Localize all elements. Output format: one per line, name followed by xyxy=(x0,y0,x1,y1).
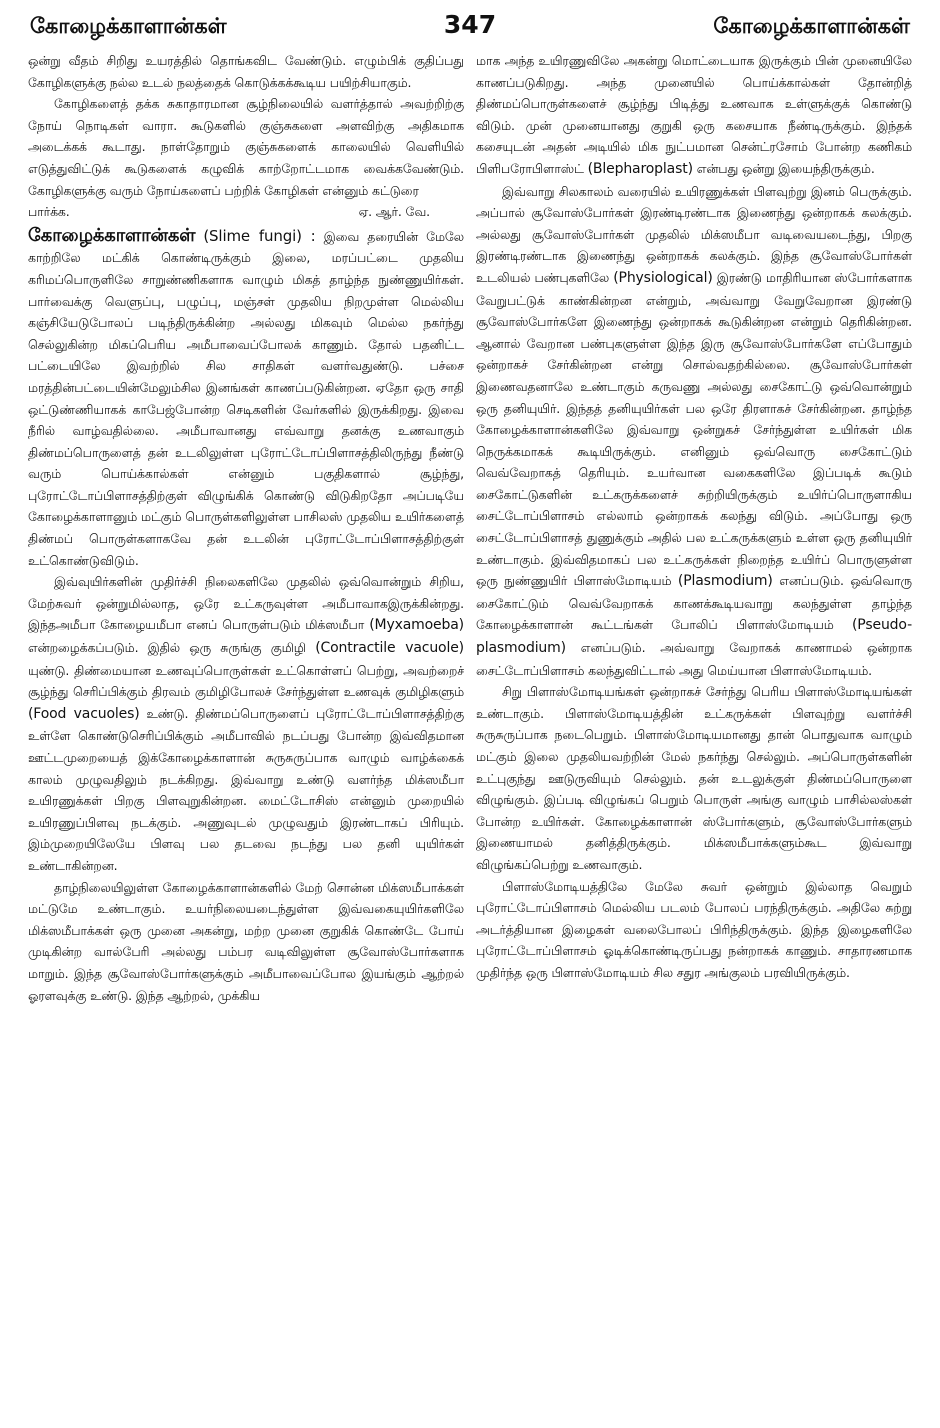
text-run: இரண்டு மாதிரியான ஸ்போர்களாக வேறுபட்டுக் காண்கின்றன என்றும், அவ்வாறு வேறுவேறான இரண்டு சூவோஸ்போர்களே இணைந்து ஒன்றாகக் கூடுகின்றன என்றும் தெரிகின்றன. ஆனால் வேறான பண்புகளுள்ள இந்த இரு சூவோஸ்போர்களே எப்போதும் ஒன்றாகச் சேர்கின்றன என்று சொல்வதற்கில்லை. சூவோஸ்போர்கள் இணைவதனாலே உண்டாகும் கருவணு அல்லது சைகோட்டு ஒவ்வொன்றும் ஒரு தனியுயிர். இந்தத் தனியுயிர்கள் பல ஒரே திரளாகச் சேர்கின்றன. தாழ்ந்த கோழைக்காளான்களிலே இவ்வாறு ஒன்றுகச் சேர்ந்துள்ள உயிர்கள் மிக நெருக்கமாகக் கூடியிருக்கும். எனினும் ஒவ்வொரு சைகோட்டும் வெவ்வேறாகத் தெரியும். உயர்வான வகைகளிலே இப்படிக் கூடும் சைகோட்டுகளின் உட்கருக்களைச் சுற்றியிருக்கும் உயிர்ப்பொருளாகிய சைட்டோப்பிளாசம் எல்லாம் ஒன்றாகக் கலந்து விடும். அப்போது ஒரு சைட்டோப்பிளாசத் துணுக்கும் அதில் பல உட்கருக்களும் உள்ள ஒரு தனியுயிர் உண்டாகும். இவ்விதமாகப் பல உட்கருக்கள் நிறைந்த உயிர்ப் பொருளுள்ள ஒரு நுண்ணுயிர் பிளாஸ்மோடியம் xyxy=(476,269,912,589)
left-column xyxy=(28,50,464,1006)
entry-heading: கோழைக்காளான்கள் xyxy=(28,224,196,246)
latin-term-physiological: (Physiological) xyxy=(613,269,713,286)
see-reference-line xyxy=(28,201,464,223)
text-run: யுண்டு. திண்மையான உணவுப்பொருள்கள் உட்கொள்ளப் பெற்று, அவற்றைச் சூழ்ந்து செரிப்பிக்கும் திரவம் குமிழிபோலச் சேர்ந்துள்ள உணவுக் குமிழிகளும் xyxy=(28,662,464,700)
paragraph-continued-right xyxy=(476,50,912,181)
paragraph-continued: ஒன்று வீதம் சிறிது உயரத்தில் தொங்கவிட வேண்டும். எழும்பிக் குதிப்பது கோழிகளுக்கு நல்ல உடல் நலத்தைக் கொடுக்கக்கூடிய பயிற்சியாகும். xyxy=(28,53,464,90)
latin-term-myxamoeba: (Myxamoeba) xyxy=(369,617,464,634)
right-column xyxy=(476,50,912,1006)
author-signature: ஏ. ஆர். வே. xyxy=(358,204,430,220)
entry-body: இவை தரையின் மேலே காற்றிலே மட்கிக் கொண்டிருக்கும் இலை, மரப்பட்டை முதலிய கரிமப்பொருளிலே சாறுண்ணிகளாக வாழும் மிகத் தாழ்ந்த நுண்ணுயிர்கள். பார்வைக்கு வெளுப்பு, பழுப்பு, மஞ்சள் முதலிய நிறமுள்ள மெல்லிய கஞ்சியேடுபோலப் படிந்திருக்கின்ற அல்லது மிகவும் மெல்ல நகர்ந்து செல்லுகின்ற மிகப்பெரிய அமீபாவைப்போலக் காணும். தோல் பதனிட்ட பட்டையிலே இவற்றில் சில சாதிகள் வளர்வதுண்டு. பச்சை மரத்தின்பட்டையின்மேலும்சில இனங்கள் காணப்படுகின்றன. ஏதோ ஒரு சாதி ஒட்டுண்ணியாகக் காபேஜ்போன்ற செடிகளின் வேர்களில் இருக்கிறது. இவை நீரில் வாழ்வதில்லை. அமீபாவானது எவ்வாறு தனக்கு உணவாகும் திண்மப்பொருளைத் தன் உடலிலுள்ள புரோட்டோப்பிளாசத்திலிருந்து நீண்டு வரும் பொய்க்கால்கள் என்னும் பகுதிகளால் சூழ்ந்து, புரோட்டோப்பிளாசத்திற்குள் விழுங்கிக் கொண்டு விடுகிறதோ அப்படியே கோழைக்காளானும் மட்கும் பொருள்களிலுள்ள பாசிலஸ் முதலிய உயிர்களைத் திண்மப் பொருள்களாகவே தன் உடலின் புரோட்டோப்பிளாசத்திற்குள் உட்கொண்டுவிடும். xyxy=(28,228,464,568)
page-number: 347 xyxy=(443,10,497,39)
paragraph-poultry-hygiene: கோழிகளைத் தக்க சுகாதாரமான சூழ்நிலையில் வளர்த்தால் அவற்றிற்கு நோய் நொடிகள் வாரா. கூடுகளில் குஞ்சுகளை அளவிற்கு அதிகமாக அடைக்கக் கூடாது. நாள்தோறும் குஞ்சுகளைக் காலையில் வெளியில் எடுத்துவிட்டுக் கூடுகளைக் கழுவிக் காற்றோட்டமாக வைக்கவேண்டும். கோழிகளுக்கு வரும் நோய்களைப் பற்றிக் கோழிகள் என்னும் கட்டுரை xyxy=(28,96,464,198)
text-run: இவ்வாறு சிலகாலம் வரையில் உயிரணுக்கள் பிளவுற்று இனம் பெருக்கும். அப்பால் சூவோஸ்போர்கள் இரண்டிரண்டாக இணைந்து ஒன்றாகக் கலக்கும். அல்லது சூவோஸ்போர்கள் முதலில் மிக்ஸமீபா வடிவையடைந்து, பிறகு இரண்டிரண்டாக இணைந்து ஒன்றாகக் கலக்கும். இந்த சூவோஸ்போர்கள் உடலியல் பண்புகளிலே xyxy=(476,183,912,285)
paragraph-zoospores: தாழ்நிலையிலுள்ள கோழைக்காளான்களில் மேற் சொன்ன மிக்ஸமீபாக்கள் மட்டுமே உண்டாகும். உயர்நிலையடைந்துள்ள இவ்வகையுயிர்களிலே மிக்ஸமீபாக்கள் ஒரு முனை அகன்று, மற்ற முனை குறுகிக் கொண்டே போய் முடிகின்ற வால்பேரி அல்லது பம்பர வடிவிலுள்ள சூவோஸ்போர்களாக மாறும். இந்த சூவோஸ்போர்களுக்கும் அமீபாவைப்போல இயங்கும் ஆற்றல் ஓரளவுக்கு உண்டு. இந்த ஆற்றல், முக்கிய xyxy=(28,879,464,1003)
latin-term-pseudo-plasmodium: (Pseudo-plasmodium) xyxy=(476,617,912,657)
text-run: என்றழைக்கப்படும். இதில் ஒரு சுருங்கு குமிழி xyxy=(28,640,306,656)
latin-term-contractile-vacuole: (Contractile vacuole) xyxy=(315,640,464,657)
entry-latin-name: (Slime fungi) : xyxy=(203,226,316,245)
latin-term-plasmodium: (Plasmodium) xyxy=(677,573,773,590)
text-columns xyxy=(28,50,912,1006)
entry-slime-fungi xyxy=(28,225,464,572)
running-head-right: கோழைக்காளான்கள் xyxy=(713,14,910,38)
text-run: எனப்படும். ஒவ்வொரு சைகோட்டும் வெவ்வேறாகக் காணக்கூடியவாறு கலந்துள்ள தாழ்ந்த கோழைக்காளான் கூட்டங்கள் போலிப் பிளாஸ்மோடியம் xyxy=(476,573,912,633)
page-header xyxy=(28,8,912,48)
latin-term-food-vacuoles: (Food vacuoles) xyxy=(28,705,140,722)
paragraph-zygote xyxy=(476,181,912,682)
text-run: மாக அந்த உயிரணுவிலே அகன்று மொட்டையாக இருக்கும் பின் முனையிலே காணப்படுகிறது. அந்த முனையில் பொய்க்கால்கள் தோன்றித் திண்மப்பொருள்களைச் சூழ்ந்து பிடித்து உணவாக உள்ளுக்குக் கொண்டு விடும். முன் முனையானது குறுகி ஒரு கசையாக நீண்டிருக்கும். இந்தக் கசையுடன் அதன் அடியில் மிக நுட்பமான சென்ட்ரசோம் போன்ற கணிகம் பிளிபரோபிளாஸ்ட் xyxy=(476,53,912,176)
text-run: எனப்படும். அவ்வாறு வேறாகக் காணாமல் ஒன்றாக சைட்டோப்பிளாசம் கலந்துவிட்டால் அது மெய்யான பிளாஸ்மோடியம். xyxy=(476,640,912,678)
text-run: என்பது ஒன்று இயைந்திருக்கும். xyxy=(696,160,875,176)
paragraph-plasmodium-structure: பிளாஸ்மோடியத்திலே மேலே சுவர் ஒன்றும் இல்லாத வெறும் புரோட்டோப்பிளாசம் மெல்லிய படலம் போலப் பரந்திருக்கும். அதிலே சுற்று அடர்த்தியான இழைகள் வலைபோலப் பிரிந்திருக்கும். இந்த இழைகளிலே புரோட்டோப்பிளாசம் ஓடிக்கொண்டிருப்பது நன்றாகக் காணும். சாதாரணமாக முதிர்ந்த ஒரு பிளாஸ்மோடியம் சில சதுர அங்குலம் பரவியிருக்கும். xyxy=(476,878,912,980)
running-head-left: கோழைக்காளான்கள் xyxy=(30,14,227,38)
paragraph-plasmodium-growth: சிறு பிளாஸ்மோடியங்கள் ஒன்றாகச் சேர்ந்து பெரிய பிளாஸ்மோடியங்கள் உண்டாகும். பிளாஸ்மோடியத்தின் உட்கருக்கள் பிளவுற்று வளர்ச்சி சுருசுருப்பாக நடைபெறும். பிளாஸ்மோடியமானது தான் பொதுவாக வாழும் மட்கும் இலை முதலியவற்றின் மேல் நகர்ந்து செல்லும். அப்பொருள்களின் உட்புகுந்து ஊடுருவியும் செல்லும். தன் உடலுக்குள் திண்மப்பொருளை விழுங்கும். இப்படி விழுங்கப் பெறும் பொருள் அங்கு வாழும் பாசில்லஸ்கள் போன்ற உயிர்கள். கோழைக்காளான் ஸ்போர்களும், சூவோஸ்போர்களும் இணையாமல் தனித்திருக்கும். மிக்ஸமீபாக்களும்கூட இவ்வாறு விழுங்கப்பெற்று உணவாகும். xyxy=(476,684,912,872)
latin-term-blepharoplast: (Blepharoplast) xyxy=(587,160,693,177)
text-run: இவ்வுயிர்களின் முதிர்ச்சி நிலைகளிலே முதலில் ஒவ்வொன்றும் சிறிய, மேற்சுவர் ஒன்றுமில்லாத, ஒரே உட்கருவுள்ள அமீபாவாகஇருக்கின்றது. இந்தஅமீபா கோழையமீபா எனப் பொருள்படும் மிக்ஸமீபா xyxy=(28,574,464,633)
see-reference: பார்க்க. xyxy=(28,204,70,220)
paragraph-life-cycle xyxy=(28,571,464,876)
text-run: உண்டு. திண்மப்பொருளைப் புரோட்டோப்பிளாசத்திற்கு உள்ளே கொண்டுசெரிப்பிக்கும் அமீபாவில் நடப்பது போன்ற இவ்விதமான ஊட்டமுறையைத் இக்கோழைக்காளான் சுருசுருப்பாக வாழும் வாழ்க்கைக் காலம் முழுவதிலும் நடக்கிறது. இவ்வாறு உண்டு வளர்ந்த மிக்ஸமீபா உயிரணுக்கள் பிறகு பிளவுறுகின்றன. மைட்டோசிஸ் என்னும் முறையில் உயிரணுப்பிளவு நடக்கும். அணுவுடல் முழுவதும் இரண்டாகப் பிரியும். இம்முறையிலேயே பிளவு பல தடவை நடந்து பல தனி யுயிர்கள் உண்டாகின்றன. xyxy=(28,705,465,873)
